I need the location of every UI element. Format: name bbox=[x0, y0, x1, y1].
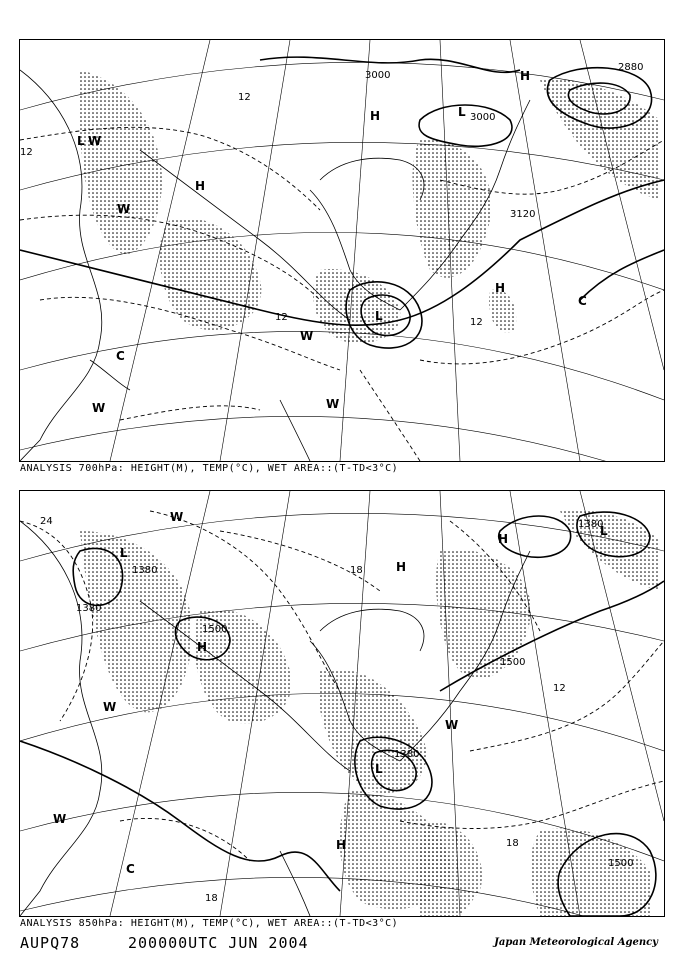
wet-area bbox=[413, 140, 492, 278]
contour-label: 1380 bbox=[76, 603, 102, 614]
low-center: L bbox=[375, 762, 383, 776]
contour-label: 3000 bbox=[365, 70, 391, 81]
map-700hpa-svg bbox=[20, 40, 664, 461]
contour-label: 12 bbox=[238, 92, 251, 103]
cold-center: C bbox=[578, 294, 587, 308]
low-center: L bbox=[375, 309, 383, 323]
contour-label: 1500 bbox=[202, 624, 228, 635]
high-center: H bbox=[370, 109, 381, 123]
warm-center: W bbox=[103, 700, 117, 714]
valid-time: 200000UTC JUN 2004 bbox=[128, 934, 309, 952]
wet-area bbox=[489, 289, 516, 332]
warm-center: W bbox=[170, 510, 184, 524]
warm-center: W bbox=[445, 718, 459, 732]
contour-label: 12 bbox=[470, 317, 483, 328]
map-850hpa-panel bbox=[19, 490, 665, 917]
high-center: H bbox=[197, 640, 208, 654]
contour-label: 24 bbox=[40, 516, 53, 527]
high-center: H bbox=[520, 69, 531, 83]
contour-label: 18 bbox=[506, 838, 519, 849]
agency-name: Japan Meteorological Agency bbox=[494, 937, 658, 948]
contour-label: 1500 bbox=[500, 657, 526, 668]
warm-center: W bbox=[88, 134, 102, 148]
caption-850hpa: ANALYSIS 850hPa: HEIGHT(M), TEMP(°C), WET AREA::(T-TD<3°C) bbox=[20, 918, 399, 929]
contour-label: 18 bbox=[205, 893, 218, 904]
map-700hpa-panel bbox=[19, 39, 665, 462]
warm-center: W bbox=[92, 401, 106, 415]
wet-area bbox=[531, 828, 650, 916]
contour-label: 2880 bbox=[618, 62, 644, 73]
high-center: H bbox=[396, 560, 407, 574]
high-center: H bbox=[495, 281, 506, 295]
wet-area bbox=[79, 70, 162, 254]
high-center: H bbox=[498, 532, 509, 546]
contour-label: 3000 bbox=[470, 112, 496, 123]
wet-area bbox=[540, 79, 660, 200]
wet-area bbox=[318, 669, 426, 793]
product-code: AUPQ78 bbox=[20, 934, 81, 952]
caption-700hpa: ANALYSIS 700hPa: HEIGHT(M), TEMP(°C), WET AREA::(T-TD<3°C) bbox=[20, 463, 399, 474]
cold-center: C bbox=[126, 862, 135, 876]
warm-center: W bbox=[326, 397, 340, 411]
high-center: H bbox=[336, 838, 347, 852]
warm-center: W bbox=[53, 812, 67, 826]
contour-label: 12 bbox=[275, 312, 288, 323]
wet-area bbox=[80, 531, 192, 712]
contour-label: 1380 bbox=[132, 565, 158, 576]
contour-label: 1380 bbox=[394, 749, 420, 760]
contour-label: 18 bbox=[350, 565, 363, 576]
contour-label: 12 bbox=[20, 147, 33, 158]
warm-center: W bbox=[117, 202, 131, 216]
contour-label: 1500 bbox=[608, 858, 634, 869]
wet-area bbox=[560, 510, 660, 591]
low-center: L bbox=[77, 134, 85, 148]
contour-label: 12 bbox=[553, 683, 566, 694]
contour-label: 3120 bbox=[510, 209, 536, 220]
wet-area bbox=[417, 821, 482, 916]
cold-center: C bbox=[116, 349, 125, 363]
chart-footer bbox=[20, 934, 660, 954]
contour-label: 1380 bbox=[578, 519, 604, 530]
low-center: L bbox=[120, 546, 128, 560]
map-850hpa-svg bbox=[20, 491, 664, 916]
high-center: H bbox=[195, 179, 206, 193]
low-center: L bbox=[600, 524, 608, 538]
low-center: L bbox=[458, 105, 466, 119]
warm-center: W bbox=[300, 329, 314, 343]
